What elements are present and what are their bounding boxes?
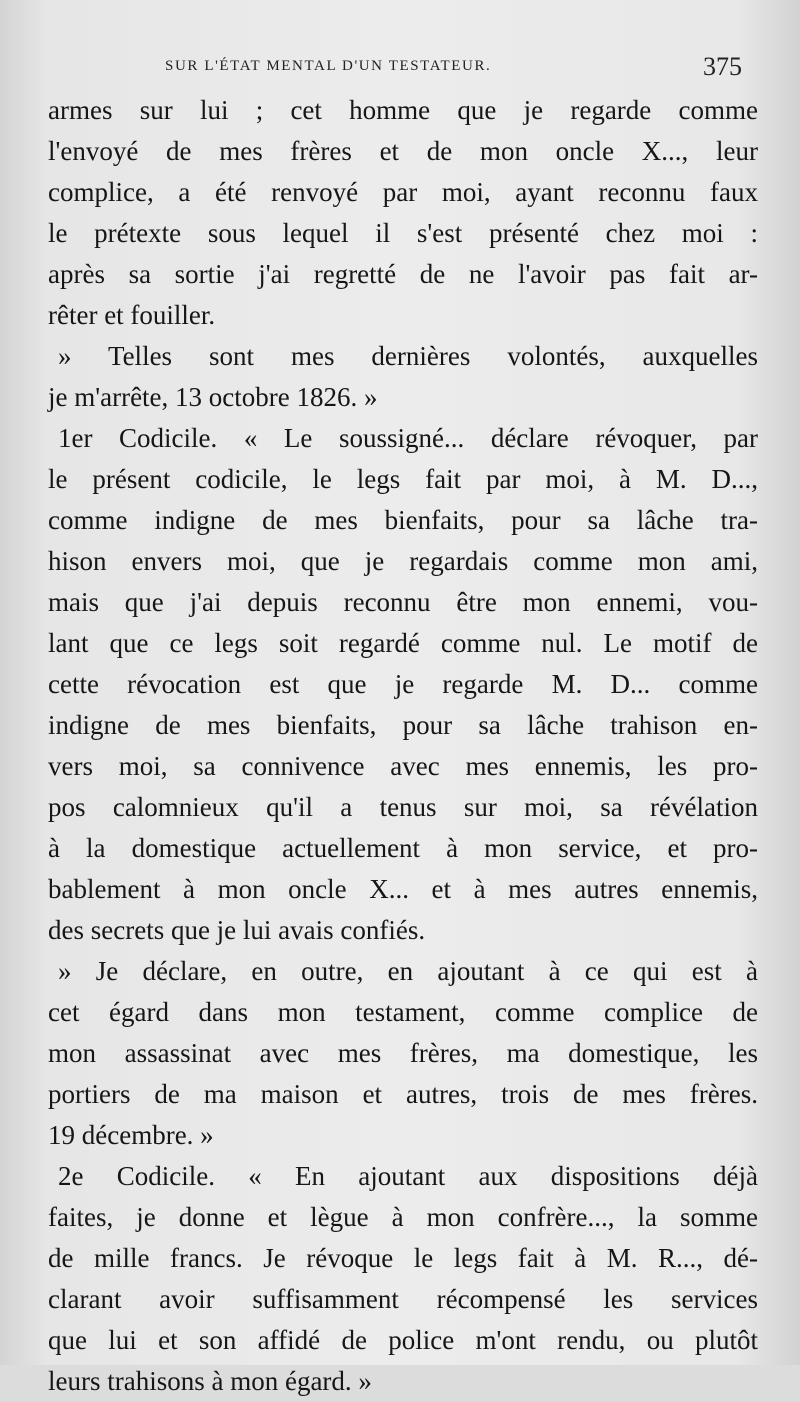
text-line: de mille francs. Je révoque le legs fait à M. R..., dé- bbox=[48, 1243, 758, 1273]
text-line: mon assassinat avec mes frères, ma domestique, les bbox=[48, 1038, 758, 1068]
text-line: mais que j'ai depuis reconnu être mon ennemi, vou- bbox=[48, 587, 758, 617]
text-line: le prétexte sous lequel il s'est présenté chez moi : bbox=[48, 218, 758, 248]
running-head: SUR L'ÉTAT MENTAL D'UN TESTATEUR. bbox=[165, 58, 492, 74]
text-line: que lui et son affidé de police m'ont rendu, ou plutôt bbox=[48, 1325, 758, 1355]
text-line: indigne de mes bienfaits, pour sa lâche trahison en- bbox=[48, 710, 758, 740]
text-line: 2e Codicile. « En ajoutant aux dispositions déjà bbox=[58, 1161, 758, 1191]
text-line: vers moi, sa connivence avec mes ennemis, les pro- bbox=[48, 751, 758, 781]
text-line: cet égard dans mon testament, comme complice de bbox=[48, 997, 758, 1027]
text-line: leurs trahisons à mon égard. » bbox=[48, 1366, 372, 1396]
text-line: l'envoyé de mes frères et de mon oncle X..., leur bbox=[48, 136, 758, 166]
text-line: je m'arrête, 13 octobre 1826. » bbox=[48, 382, 378, 412]
text-line: à la domestique actuellement à mon service, et pro- bbox=[48, 833, 758, 863]
text-line: bablement à mon oncle X... et à mes autres ennemis, bbox=[48, 874, 758, 904]
body-text bbox=[48, 90, 758, 1402]
page-number: 375 bbox=[703, 52, 742, 81]
text-line: faites, je donne et lègue à mon confrère..., la somme bbox=[48, 1202, 758, 1232]
text-line: 1er Codicile. « Le soussigné... déclare révoquer, par bbox=[58, 423, 758, 453]
text-line: clarant avoir suffisamment récompensé les services bbox=[48, 1284, 758, 1314]
text-line: lant que ce legs soit regardé comme nul. Le motif de bbox=[48, 628, 758, 658]
text-line: 19 décembre. » bbox=[48, 1120, 214, 1150]
text-line: le présent codicile, le legs fait par moi, à M. D..., bbox=[48, 464, 758, 494]
text-line: cette révocation est que je regarde M. D... comme bbox=[48, 669, 758, 699]
text-line: après sa sortie j'ai regretté de ne l'avoir pas fait ar- bbox=[48, 259, 758, 289]
text-line: » Je déclare, en outre, en ajoutant à ce qui est à bbox=[58, 956, 758, 986]
text-line: hison envers moi, que je regardais comme mon ami, bbox=[48, 546, 758, 576]
text-line: armes sur lui ; cet homme que je regarde comme bbox=[48, 95, 758, 125]
text-line: comme indigne de mes bienfaits, pour sa lâche tra- bbox=[48, 505, 758, 535]
text-line: rêter et fouiller. bbox=[48, 300, 216, 330]
text-line: » Telles sont mes dernières volontés, auxquelles bbox=[58, 341, 758, 371]
text-line: complice, a été renvoyé par moi, ayant reconnu faux bbox=[48, 177, 758, 207]
page-header bbox=[0, 52, 800, 86]
text-line: pos calomnieux qu'il a tenus sur moi, sa révélation bbox=[48, 792, 758, 822]
text-line: portiers de ma maison et autres, trois de mes frères. bbox=[48, 1079, 758, 1109]
text-line: des secrets que je lui avais confiés. bbox=[48, 915, 426, 945]
